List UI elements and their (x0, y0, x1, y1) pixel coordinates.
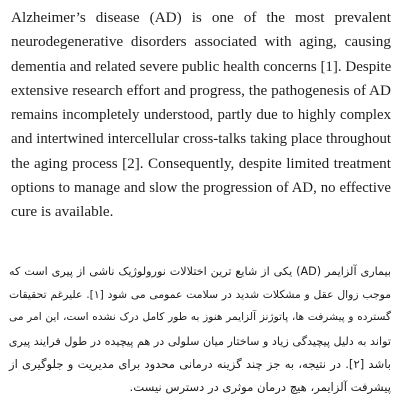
persian-line: پیشرفت آلزایمر، هیچ درمان موثری در دسترس نیست. (129, 380, 391, 395)
english-line: dementia and related severe public health concerns [1]. Despite (11, 58, 392, 75)
persian-line: باشد [۲]. در نتیجه، به جز چند گزینه درمانی محدود برای مدیریت و جلوگیری از (9, 356, 391, 371)
english-line: options to manage and slow the progression of AD, no effective (11, 180, 391, 197)
english-line: remains incompletely understood, partly due to highly complex (11, 107, 391, 124)
english-line: and intertwined intercellular cross-talks taking place throughout (11, 131, 391, 148)
persian-line: بیماری آلزایمر (AD) یکی از شایع ترین اختلالات نورولوژیک ناشی از پیری است که (9, 265, 391, 278)
persian-line: گسترده و پیشرفت ها، پاتوژنز آلزایمر هنوز به طور کامل درک نشده است، این امر می (9, 311, 391, 324)
english-line: neurodegenerative disorders associated with aging, causing (11, 33, 391, 51)
english-paragraph (11, 6, 391, 225)
english-line: extensive research effort and progress, the pathogenesis of AD (11, 81, 391, 99)
english-line: the aging process [2]. Consequently, despite limited treatment (11, 154, 391, 172)
english-line: cure is available. (11, 203, 114, 221)
english-line: Alzheimer’s disease (AD) is one of the most prevalent (11, 9, 391, 26)
persian-paragraph (9, 260, 391, 399)
persian-line: تواند به دلیل پیچیدگی زیاد و ساختار میان سلولی در هم پیچیده در طول فرایند پیری (8, 334, 391, 348)
persian-line: موجب زوال عقل و مشکلات شدید در سلامت عمومی می شود [۱]. علیرغم تحقیقات (9, 288, 391, 302)
